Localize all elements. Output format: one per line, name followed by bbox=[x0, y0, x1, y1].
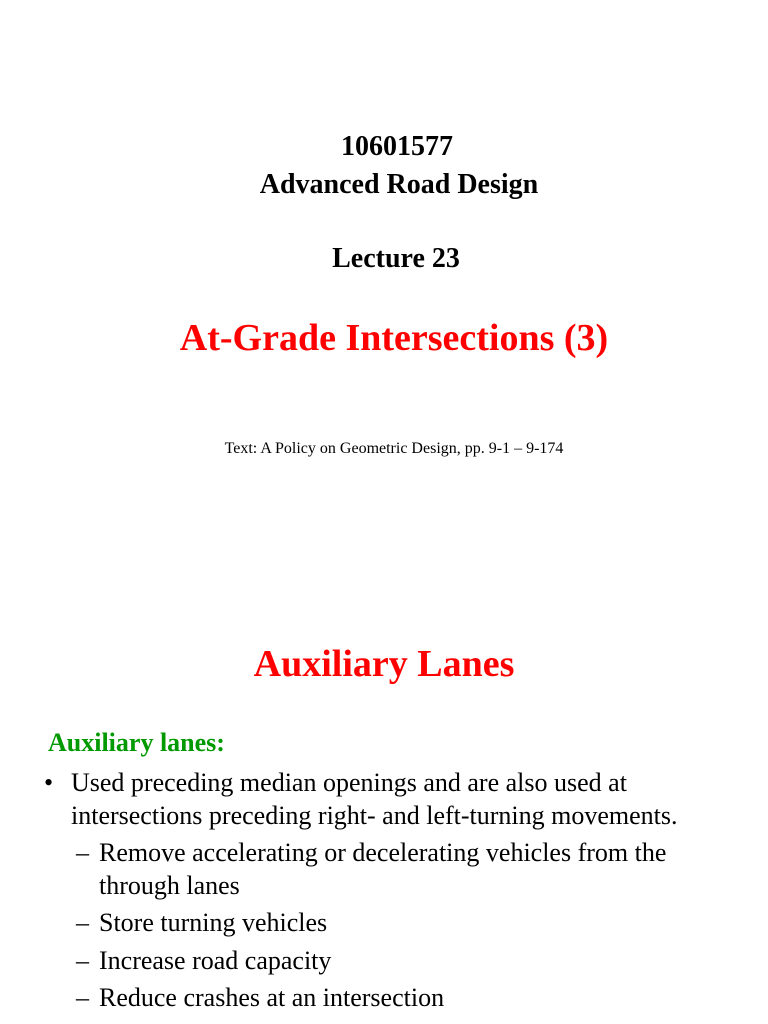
dash-icon: – bbox=[76, 983, 89, 1012]
sub-item-text: Store turning vehicles bbox=[99, 908, 328, 937]
lecture-number: Lecture 23 bbox=[332, 243, 460, 274]
sub-list-item bbox=[76, 944, 716, 977]
sub-item-text: Increase road capacity bbox=[99, 946, 332, 975]
dash-icon: – bbox=[76, 946, 89, 975]
course-name: Advanced Road Design bbox=[259, 169, 539, 200]
slide-title: Auxiliary Lanes bbox=[253, 643, 515, 685]
content-slide bbox=[0, 560, 768, 1024]
course-code: 10601577 bbox=[341, 131, 453, 162]
sub-item-text: Reduce crashes at an intersection bbox=[99, 983, 445, 1012]
bullet-item: Used preceding median openings and are also used at intersections preceding right- and left-turning movements. bbox=[71, 768, 678, 830]
dash-icon: – bbox=[76, 908, 89, 937]
dash-icon: – bbox=[76, 838, 89, 867]
lecture-title: At-Grade Intersections (3) bbox=[179, 317, 609, 359]
subheading: Auxiliary lanes: bbox=[48, 728, 225, 757]
reference-text: Text: A Policy on Geometric Design, pp. 9-1 – 9-174 bbox=[224, 440, 564, 457]
sub-list-item bbox=[76, 981, 716, 1014]
sub-list-item bbox=[76, 906, 716, 939]
bullet-icon: • bbox=[44, 768, 54, 797]
sub-list-item bbox=[76, 836, 716, 902]
sub-item-text: Remove accelerating or decelerating vehicles from the through lanes bbox=[99, 838, 667, 900]
